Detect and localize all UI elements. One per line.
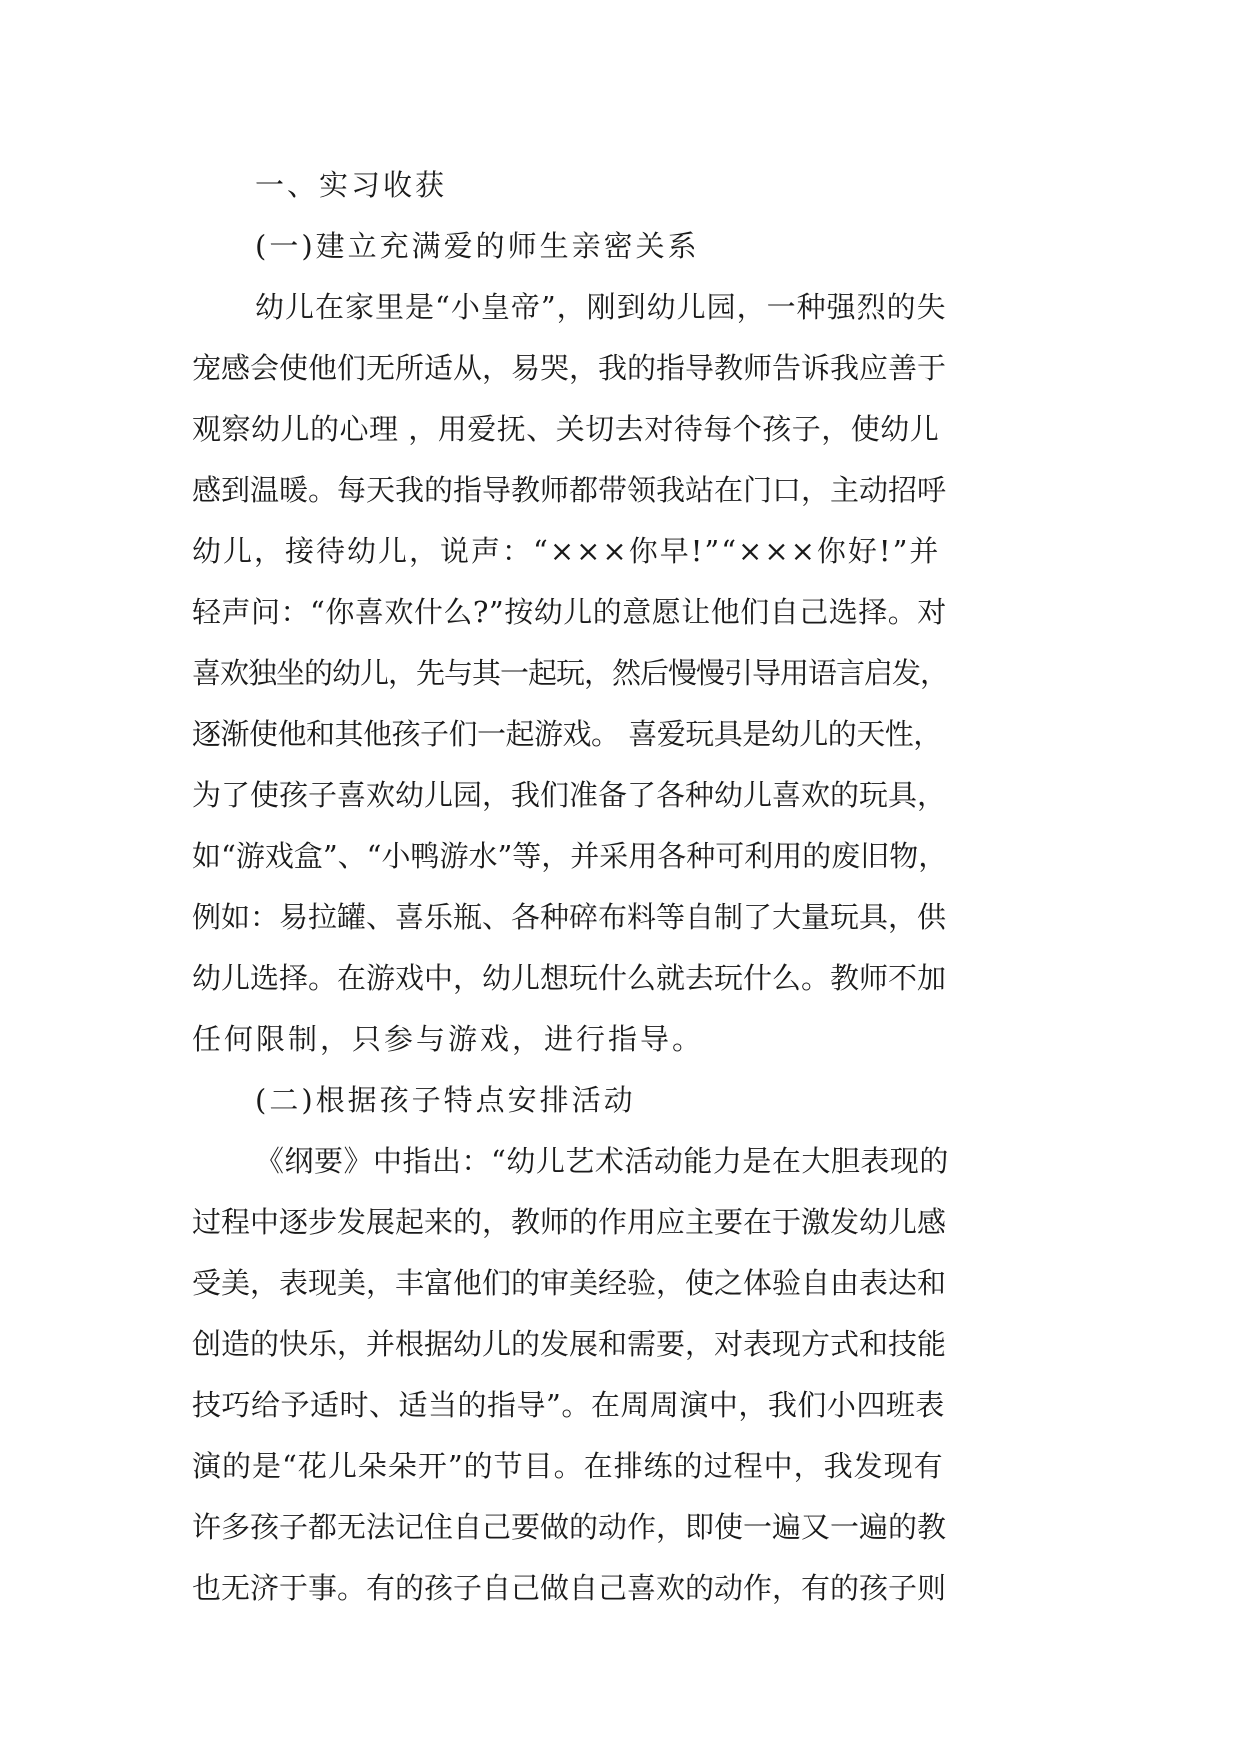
paragraph-line: 逐渐使他和其他孩子们一起游戏。 喜爱玩具是幼儿的天性， (192, 717, 942, 751)
section-heading: 一、实习收获 (255, 168, 448, 202)
paragraph-line: 例如：易拉罐、喜乐瓶、各种碎布料等自制了大量玩具，供 (192, 900, 947, 934)
paragraph-line: 过程中逐步发展起来的，教师的作用应主要在于激发幼儿感 (192, 1205, 947, 1239)
subsection-heading: (二)根据孩子特点安排活动 (255, 1083, 636, 1117)
paragraph-line: 感到温暖。每天我的指导教师都带领我站在门口，主动招呼 (192, 473, 947, 507)
paragraph-line: 幼儿，接待幼儿，说声：“×××你早!”“×××你好!”并 (192, 534, 941, 568)
paragraph-line: 幼儿在家里是“小皇帝”，刚到幼儿园，一种强烈的失 (255, 290, 947, 324)
paragraph-line: 技巧给予适时、适当的指导”。在周周演中，我们小四班表 (192, 1388, 945, 1422)
paragraph-line: 为了使孩子喜欢幼儿园，我们准备了各种幼儿喜欢的玩具， (192, 778, 947, 812)
paragraph-line: 创造的快乐，并根据幼儿的发展和需要，对表现方式和技能 (192, 1327, 947, 1361)
paragraph-line: 轻声问：“你喜欢什么?”按幼儿的意愿让他们自己选择。对 (192, 595, 947, 629)
paragraph-line: 幼儿选择。在游戏中，幼儿想玩什么就去玩什么。教师不加 (192, 961, 947, 995)
paragraph-line: 也无济于事。有的孩子自己做自己喜欢的动作，有的孩子则 (192, 1571, 947, 1605)
paragraph-line: 演的是“花儿朵朵开”的节目。在排练的过程中，我发现有 (192, 1449, 944, 1483)
paragraph-line: 受美，表现美，丰富他们的审美经验，使之体验自由表达和 (192, 1266, 947, 1300)
paragraph-line: 观察幼儿的心理 ，用爱抚、关切去对待每个孩子，使幼儿 (192, 412, 940, 446)
paragraph-line: 许多孩子都无法记住自己要做的动作，即使一遍又一遍的教 (192, 1510, 947, 1544)
paragraph-line: 如“游戏盒”、“小鸭游水”等，并采用各种可利用的废旧物， (192, 839, 948, 873)
paragraph-line: 《纲要》中指出：“幼儿艺术活动能力是在大胆表现的 (255, 1144, 949, 1178)
subsection-heading: (一)建立充满爱的师生亲密关系 (255, 229, 700, 263)
paragraph-line: 任何限制，只参与游戏，进行指导。 (192, 1022, 705, 1056)
paragraph-line: 喜欢独坐的幼儿，先与其一起玩，然后慢慢引导用语言启发， (192, 656, 949, 690)
paragraph-line: 宠感会使他们无所适从，易哭，我的指导教师告诉我应善于 (192, 351, 947, 385)
